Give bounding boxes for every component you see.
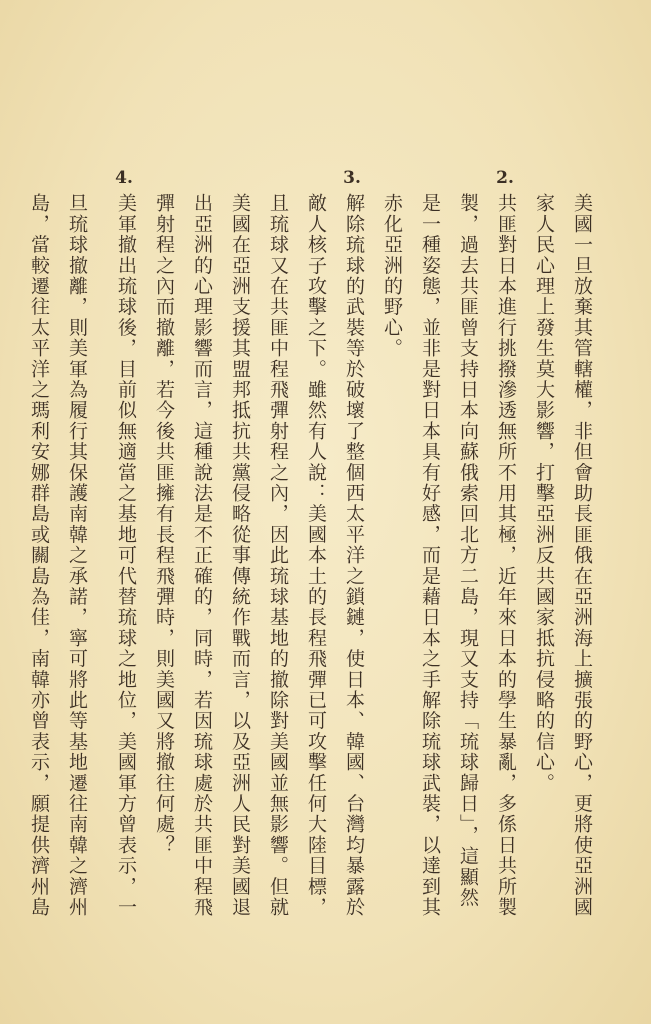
text-column-11: 出亞洲的心理影響而言，這種說法是不正確的，同時，若因琉球處於共匪中程飛	[191, 193, 213, 918]
text-column-4: 製，過去共匪曾支持日本向蘇俄索回北方二島，現又支持「琉球歸日」，這顯然	[457, 193, 479, 908]
text-column-9: 且琉球又在共匪中程飛彈射程之內，因此琉球基地的撤除對美國並無影響。但就	[267, 193, 289, 918]
text-column-12: 彈射程之內而撤離，若今後共匪擁有長程飛彈時，則美國又將撤往何處？	[153, 193, 175, 856]
text-column-3: 共匪對日本進行挑撥滲透無所不用其極，近年來日本的學生暴亂，多係日共所製	[495, 193, 517, 918]
item-number-3: 3.	[343, 168, 361, 188]
text-column-5: 是一種姿態，並非是對日本具有好感，而是藉日本之手解除琉球武裝，以達到其	[419, 193, 441, 918]
item-number-4: 4.	[115, 168, 133, 188]
item-number-2: 2.	[496, 168, 514, 188]
text-column-2: 家人民心理上發生莫大影響，打擊亞洲反共國家抵抗侵略的信心。	[533, 193, 555, 794]
text-column-14: 旦琉球撤離，則美軍為履行其保護南韓之承諾，寧可將此等基地遷往南韓之濟州	[66, 193, 88, 918]
text-column-7: 解除琉球的武裝等於破壞了整個西太平洋之鎖鏈，使日本、韓國、台灣均暴露於	[343, 193, 365, 918]
text-column-8: 敵人核子攻擊之下。雖然有人說：美國本土的長程飛彈已可攻擊任何大陸目標，	[305, 193, 327, 918]
text-column-10: 美國在亞洲支援其盟邦抵抗共黨侵略從事傳統作戰而言，以及亞洲人民對美國退	[229, 193, 251, 918]
text-column-13: 美軍撤出琉球後，目前似無適當之基地可代替琉球之地位，美國軍方曾表示，一	[115, 193, 137, 918]
text-column-15: 島，當較遷往太平洋之瑪利安娜群島或關島為佳，南韓亦曾表示，願提供濟州島	[28, 193, 50, 918]
text-column-6: 赤化亞洲的野心。	[381, 193, 403, 359]
text-column-1: 美國一旦放棄其管轄權，非但會助長匪俄在亞洲海上擴張的野心，更將使亞洲國	[571, 193, 593, 918]
